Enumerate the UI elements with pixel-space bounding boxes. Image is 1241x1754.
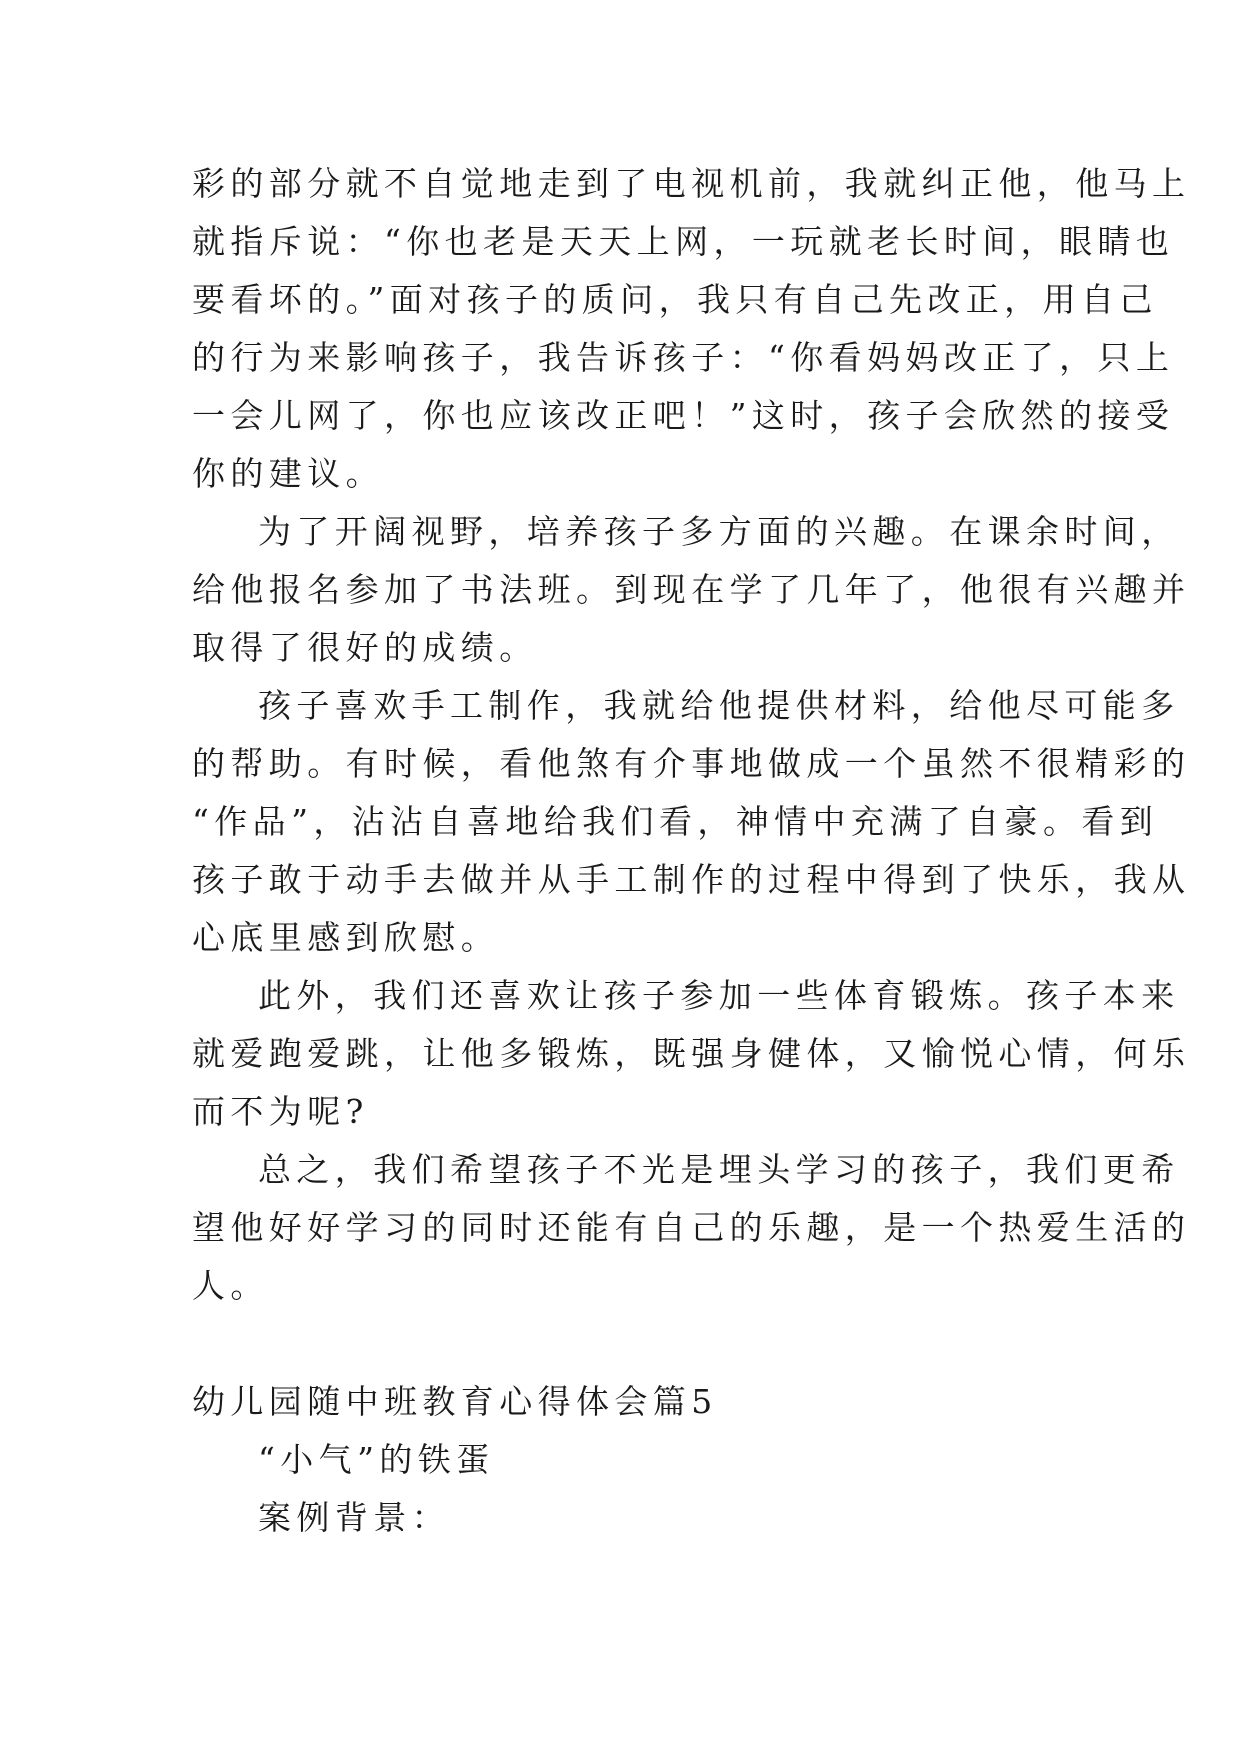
paragraph-1-line-2: 就指斥说：“你也老是天天上网，一玩就老长时间，眼睛也 (192, 222, 1175, 261)
paragraph-5-line-1: 总之，我们希望孩子不光是埋头学习的孩子，我们更希 (258, 1150, 1180, 1189)
paragraph-1-line-6: 你的建议。 (192, 454, 384, 493)
paragraph-2-line-1: 为了开阔视野，培养孩子多方面的兴趣。在课余时间， (258, 512, 1180, 551)
section-heading: 幼儿园随中班教育心得体会篇5 (192, 1382, 718, 1421)
paragraph-1-line-3: 要看坏的。”面对孩子的质问，我只有自己先改正，用自己 (192, 280, 1158, 319)
paragraph-2-line-3: 取得了很好的成绩。 (192, 628, 538, 667)
paragraph-1-line-5: 一会儿网了，你也应该改正吧！”这时，孩子会欣然的接受 (192, 396, 1175, 435)
paragraph-1-line-4: 的行为来影响孩子，我告诉孩子：“你看妈妈改正了，只上 (192, 338, 1175, 377)
paragraph-3-line-2: 的帮助。有时候，看他煞有介事地做成一个虽然不很精彩的 (192, 744, 1191, 783)
case-background-label: 案例背景： (258, 1498, 450, 1537)
paragraph-3-line-3: “作品”，沾沾自喜地给我们看，神情中充满了自豪。看到 (192, 802, 1159, 841)
paragraph-2-line-2: 给他报名参加了书法班。到现在学了几年了，他很有兴趣并 (192, 570, 1191, 609)
paragraph-4-line-1: 此外，我们还喜欢让孩子参加一些体育锻炼。孩子本来 (258, 976, 1180, 1015)
paragraph-3-line-5: 心底里感到欣慰。 (192, 918, 500, 957)
case-title: “小气”的铁蛋 (258, 1440, 495, 1479)
paragraph-4-line-2: 就爱跑爱跳，让他多锻炼，既强身健体，又愉悦心情，何乐 (192, 1034, 1191, 1073)
paragraph-4-line-3: 而不为呢? (192, 1092, 369, 1131)
paragraph-3-line-1: 孩子喜欢手工制作，我就给他提供材料，给他尽可能多 (258, 686, 1180, 725)
paragraph-5-line-2: 望他好好学习的同时还能有自己的乐趣，是一个热爱生活的 (192, 1208, 1191, 1247)
paragraph-1-line-1: 彩的部分就不自觉地走到了电视机前，我就纠正他，他马上 (192, 164, 1191, 203)
paragraph-3-line-4: 孩子敢于动手去做并从手工制作的过程中得到了快乐，我从 (192, 860, 1191, 899)
paragraph-5-line-3: 人。 (192, 1266, 269, 1305)
